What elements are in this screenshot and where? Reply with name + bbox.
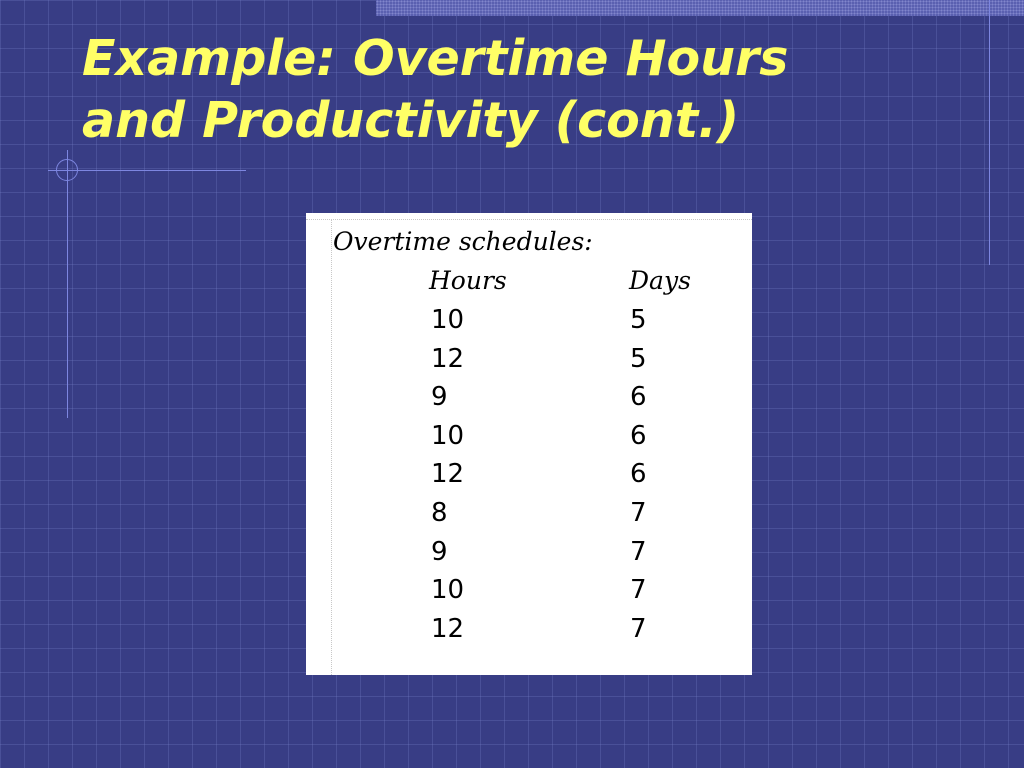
days-cell: 7	[630, 613, 647, 644]
days-cell: 7	[630, 536, 647, 567]
slide-title-line-1: Example: Overtime Hours	[82, 30, 789, 87]
slide-title	[82, 28, 982, 152]
hours-cell: 10	[431, 420, 465, 451]
table-row	[306, 498, 752, 537]
table-heading: Overtime schedules:	[333, 227, 593, 256]
days-cell: 6	[630, 420, 647, 451]
column-header-days: Days	[629, 266, 691, 295]
days-cell: 5	[630, 343, 647, 374]
column-header-hours: Hours	[429, 266, 507, 295]
hours-cell: 9	[431, 536, 448, 567]
table-row	[306, 459, 752, 498]
days-cell: 6	[630, 382, 647, 413]
hours-cell: 8	[431, 497, 448, 528]
table-row	[306, 614, 752, 653]
top-decorative-band	[376, 0, 1024, 16]
overtime-schedule-table	[306, 213, 752, 675]
days-cell: 7	[630, 575, 647, 606]
slide-title-line-2: and Productivity (cont.)	[82, 92, 740, 149]
table-row	[306, 421, 752, 460]
left-vertical-rule	[67, 150, 68, 418]
days-cell: 5	[630, 305, 647, 335]
hours-cell: 12	[431, 459, 465, 490]
table-row	[306, 305, 752, 344]
days-cell: 6	[630, 459, 647, 490]
table-rows	[306, 305, 752, 652]
table-top-dotted-border	[306, 219, 752, 220]
right-vertical-rule	[989, 0, 990, 265]
table-row	[306, 344, 752, 383]
table-row	[306, 537, 752, 576]
hours-cell: 12	[431, 613, 465, 644]
hours-cell: 12	[431, 343, 465, 374]
crosshair-circle-icon	[56, 159, 78, 181]
table-row	[306, 575, 752, 614]
hours-cell: 10	[431, 305, 465, 335]
hours-cell: 9	[431, 382, 448, 413]
table-row	[306, 382, 752, 421]
hours-cell: 10	[431, 575, 465, 606]
days-cell: 7	[630, 497, 647, 528]
